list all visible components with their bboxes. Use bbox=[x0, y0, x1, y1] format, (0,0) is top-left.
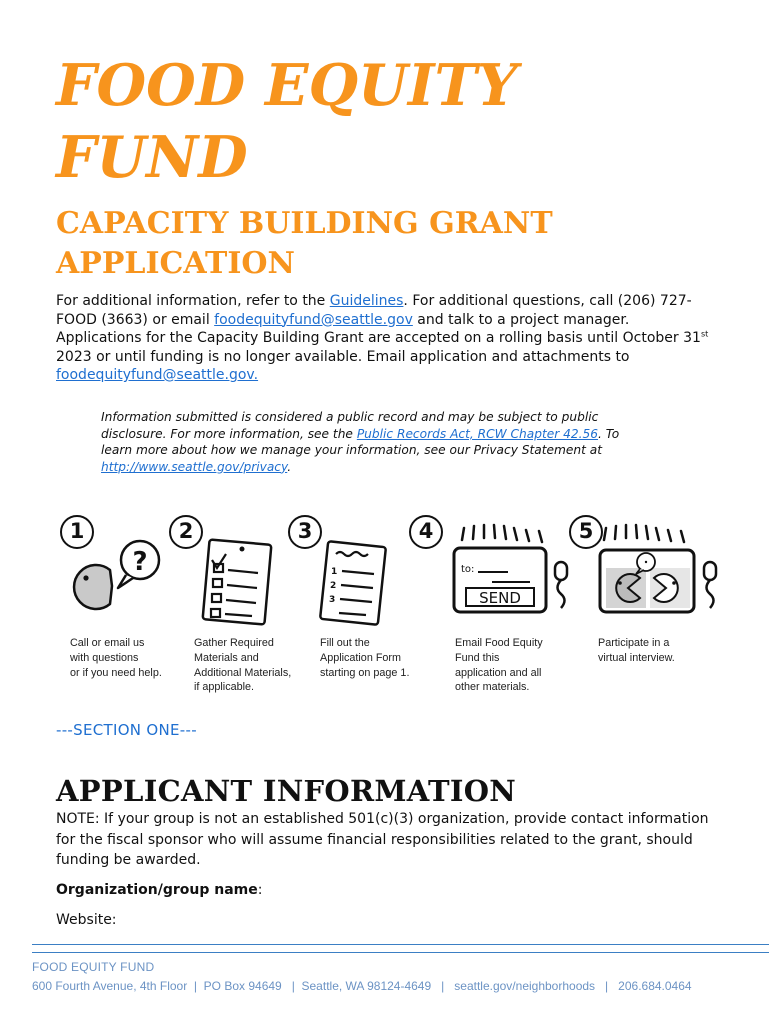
caption-line: Call or email us bbox=[70, 637, 145, 649]
title-line-2: FUND bbox=[56, 124, 248, 191]
step-3-caption bbox=[320, 636, 450, 680]
caption-line: Email Food Equity bbox=[455, 637, 543, 649]
subtitle-line-2: APPLICATION bbox=[56, 246, 295, 281]
section-label: ---SECTION ONE--- bbox=[56, 721, 197, 739]
screen-to-label: to: bbox=[461, 564, 475, 575]
email-link[interactable]: foodequityfund@seattle.gov bbox=[214, 311, 413, 328]
svg-text:2: 2 bbox=[330, 581, 337, 591]
caption-line: if applicable. bbox=[194, 681, 255, 694]
step-2-number: 2 bbox=[169, 515, 203, 549]
footer-contact-line: 600 Fourth Avenue, 4th Floor | PO Box 94649 | Seattle, WA 98124-4649 | seattle.gov/neighborhoods | 206.684.0464 bbox=[32, 979, 692, 993]
step-3-number: 3 bbox=[288, 515, 322, 549]
website-field[interactable] bbox=[56, 912, 117, 928]
intro-paragraph bbox=[56, 292, 716, 385]
caption-line: virtual interview. bbox=[598, 651, 675, 664]
page-title bbox=[56, 50, 716, 194]
caption-line: application and all bbox=[455, 666, 542, 679]
step-4-caption bbox=[455, 636, 585, 695]
title-line-1: FOOD EQUITY bbox=[56, 52, 518, 119]
caption-line: Materials and bbox=[194, 651, 259, 664]
organization-name-colon: : bbox=[257, 882, 263, 898]
subtitle-line-1: CAPACITY BUILDING GRANT bbox=[56, 206, 553, 241]
intro-text-3: and talk to a project manager. Applications for the Capacity Building Grant are accepted on a rolling basis until October 31 bbox=[56, 311, 701, 346]
caption-line: Additional Materials, bbox=[194, 666, 292, 679]
checklist-icon bbox=[192, 536, 287, 631]
intro-text-1: For additional information, refer to the bbox=[56, 293, 330, 309]
caption-line: other materials. bbox=[455, 681, 530, 694]
video-interview-icon bbox=[598, 518, 738, 618]
pacman-question-icon bbox=[66, 538, 166, 628]
step-5-number: 5 bbox=[569, 515, 603, 549]
step-1-number: 1 bbox=[60, 515, 94, 549]
svg-text:?: ? bbox=[132, 547, 148, 577]
website-label: Website: bbox=[56, 912, 117, 928]
caption-line: or if you need help. bbox=[70, 666, 162, 679]
step-5-caption bbox=[598, 636, 728, 666]
intro-text-2: . For additional questions, call (206) 727-FOOD (3663) or email bbox=[56, 293, 692, 328]
notice-text-1: Information submitted is considered a public record and may be subject to public disclosure. For more information, see the bbox=[101, 410, 599, 441]
notice-text-2: . To learn more about how we manage your information, see our Privacy Statement at bbox=[101, 426, 620, 457]
footer-org-name: FOOD EQUITY FUND bbox=[32, 960, 155, 974]
step-4-number: 4 bbox=[409, 515, 443, 549]
organization-name-label: Organization/group name bbox=[56, 882, 258, 898]
send-button-label: SEND bbox=[479, 589, 521, 607]
svg-text:3: 3 bbox=[329, 595, 336, 605]
caption-line: starting on page 1. bbox=[320, 666, 410, 679]
intro-text-4: 2023 or until funding is no longer available. Email application and attachments to bbox=[56, 348, 630, 365]
caption-line: with questions bbox=[70, 651, 139, 664]
footer-divider-thin bbox=[32, 952, 769, 953]
caption-line: Gather Required bbox=[194, 637, 274, 649]
guidelines-link[interactable]: Guidelines bbox=[329, 293, 404, 309]
computer-send-icon bbox=[446, 518, 581, 618]
applicant-note: NOTE: If your group is not an established 501(c)(3) organization, provide contact information for the fiscal sponsor who will assume financial responsibilities related to the grant, should funding be awarded. bbox=[56, 811, 709, 868]
caption-line: Fill out the bbox=[320, 637, 370, 649]
svg-text:1: 1 bbox=[331, 567, 338, 577]
page-subtitle bbox=[56, 204, 716, 284]
step-1-caption bbox=[70, 636, 200, 680]
applicant-heading: APPLICANT INFORMATION bbox=[56, 774, 517, 808]
footer-divider bbox=[32, 944, 769, 945]
form-icon bbox=[314, 538, 394, 630]
privacy-link[interactable]: http://www.seattle.gov/privacy bbox=[101, 459, 288, 474]
organization-name-field[interactable] bbox=[56, 882, 262, 898]
step-2-caption bbox=[194, 636, 324, 695]
ordinal-suffix: st bbox=[700, 329, 709, 339]
email-link-attachments[interactable]: foodequityfund@seattle.gov. bbox=[56, 367, 259, 383]
public-records-notice bbox=[101, 409, 641, 475]
caption-line: Participate in a bbox=[598, 637, 670, 649]
public-records-link[interactable]: Public Records Act, RCW Chapter 42.56 bbox=[356, 426, 599, 441]
caption-line: Fund this bbox=[455, 651, 500, 664]
notice-text-3: . bbox=[287, 459, 292, 474]
caption-line: Application Form bbox=[320, 651, 402, 664]
